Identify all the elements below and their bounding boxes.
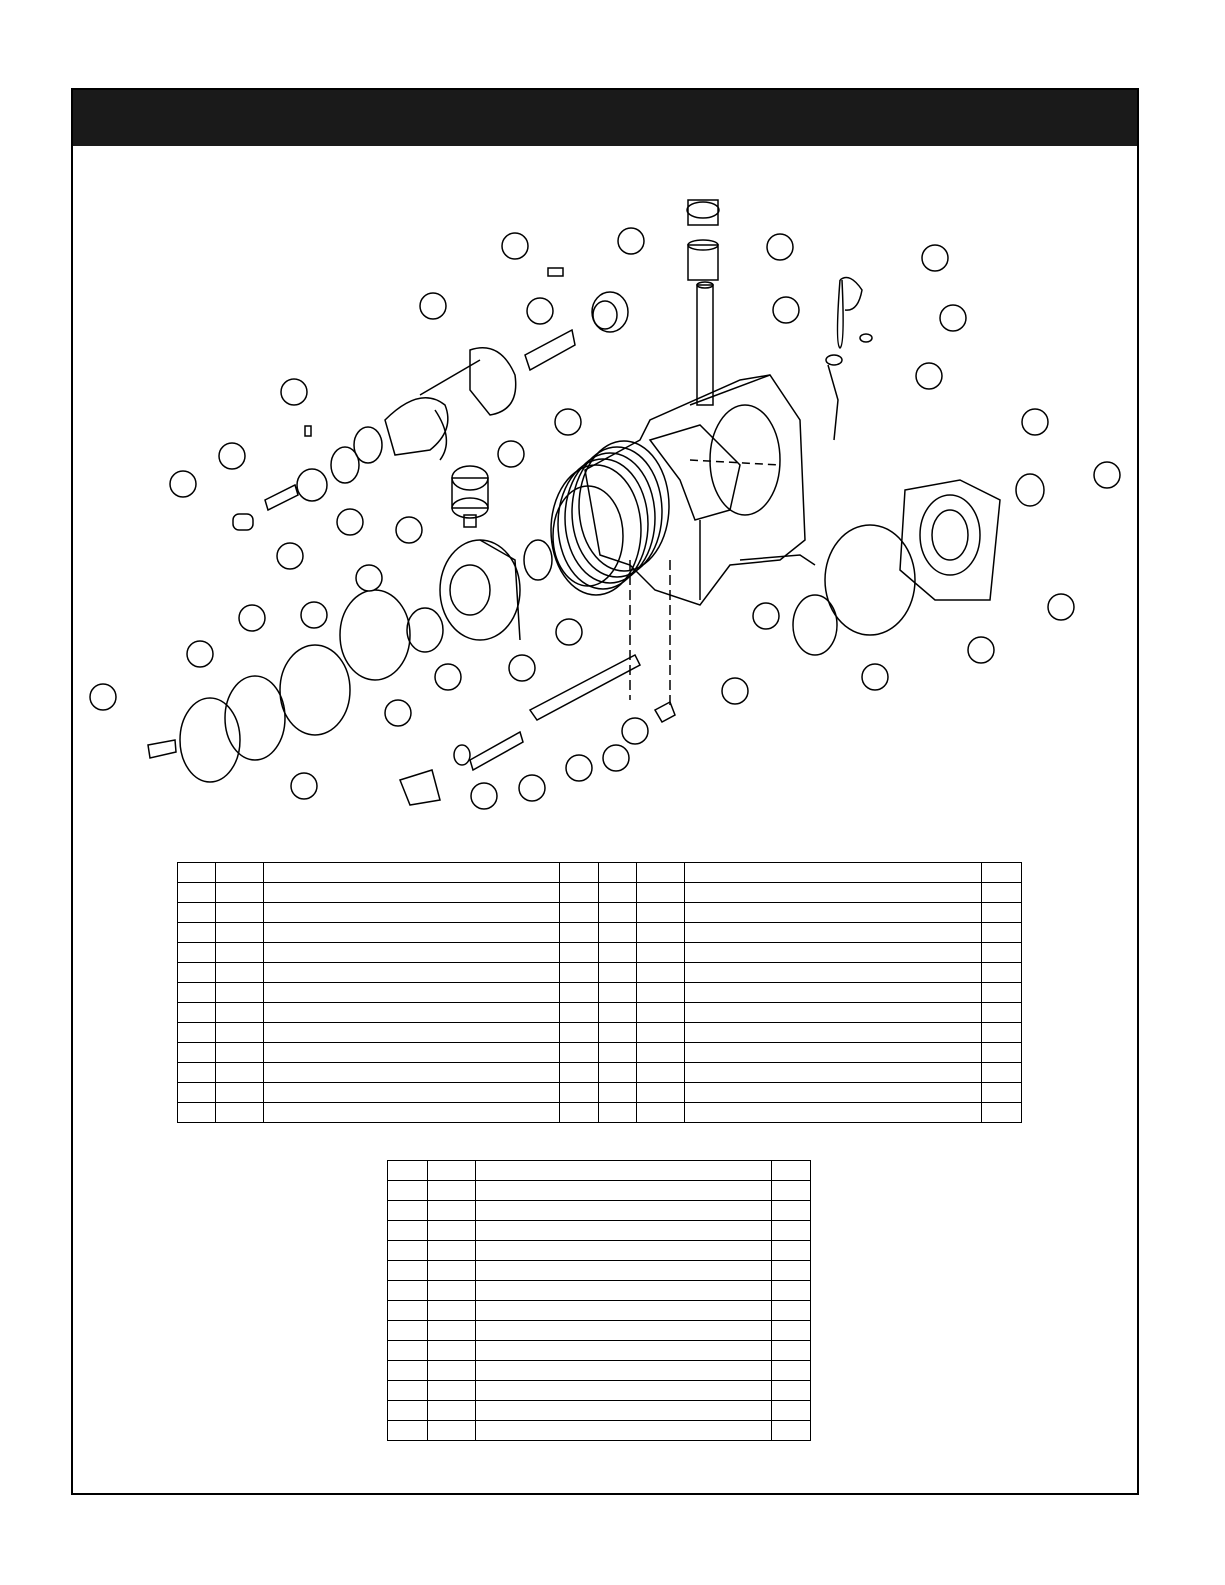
main-table-cell bbox=[599, 1083, 637, 1103]
secondary-table-cell bbox=[475, 1421, 771, 1441]
main-table-cell bbox=[215, 903, 263, 923]
main-table-row bbox=[178, 883, 1022, 903]
secondary-table-cell bbox=[427, 1381, 475, 1401]
main-table-cell bbox=[559, 1023, 599, 1043]
rear-oil-seal bbox=[1016, 474, 1044, 506]
main-table-row bbox=[178, 943, 1022, 963]
bearing-carrier bbox=[825, 525, 915, 635]
secondary-table-cell bbox=[475, 1301, 771, 1321]
secondary-table-row bbox=[388, 1181, 811, 1201]
secondary-table-cell bbox=[475, 1161, 771, 1181]
main-table-cell bbox=[685, 863, 982, 883]
main-table-cell bbox=[559, 883, 599, 903]
parts-table-main bbox=[177, 862, 1022, 1123]
secondary-table-cell bbox=[427, 1221, 475, 1241]
secondary-table-cell bbox=[427, 1241, 475, 1261]
main-table-cell bbox=[981, 903, 1021, 923]
main-table-row bbox=[178, 1083, 1022, 1103]
secondary-table-cell bbox=[427, 1301, 475, 1321]
main-table-row bbox=[178, 923, 1022, 943]
main-table-cell bbox=[685, 1103, 982, 1123]
rear-seal-ring bbox=[793, 595, 837, 655]
main-table-cell bbox=[263, 963, 559, 983]
main-table-cell bbox=[559, 863, 599, 883]
main-table-cell bbox=[981, 1083, 1021, 1103]
main-table-cell bbox=[599, 863, 637, 883]
main-table-cell bbox=[263, 1023, 559, 1043]
main-table-row bbox=[178, 903, 1022, 923]
main-table-cell bbox=[981, 883, 1021, 903]
main-table-cell bbox=[559, 1083, 599, 1103]
main-table-row bbox=[178, 1063, 1022, 1083]
secondary-table-cell bbox=[388, 1201, 428, 1221]
secondary-table-cell bbox=[475, 1321, 771, 1341]
secondary-table-cell bbox=[475, 1341, 771, 1361]
secondary-table-row bbox=[388, 1401, 811, 1421]
seal-ring bbox=[524, 540, 552, 580]
secondary-table-cell bbox=[772, 1341, 811, 1361]
main-table-cell bbox=[215, 1063, 263, 1083]
front-cover bbox=[440, 540, 520, 640]
main-table-cell bbox=[981, 863, 1021, 883]
secondary-table-row bbox=[388, 1321, 811, 1341]
secondary-table-cell bbox=[475, 1241, 771, 1261]
main-table-cell bbox=[215, 1043, 263, 1063]
main-table-cell bbox=[599, 883, 637, 903]
secondary-table-cell bbox=[388, 1301, 428, 1321]
main-table-cell bbox=[178, 983, 216, 1003]
pump-gasket bbox=[225, 676, 285, 760]
pump-rotor bbox=[407, 608, 443, 652]
main-table-cell bbox=[559, 1103, 599, 1123]
secondary-table-cell bbox=[427, 1341, 475, 1361]
secondary-table-cell bbox=[475, 1381, 771, 1401]
main-table-row bbox=[178, 1003, 1022, 1023]
main-table-cell bbox=[215, 883, 263, 903]
main-table-cell bbox=[685, 1083, 982, 1103]
main-table-cell bbox=[599, 963, 637, 983]
secondary-table-cell bbox=[388, 1261, 428, 1281]
main-table-cell bbox=[637, 943, 685, 963]
main-table-cell bbox=[215, 963, 263, 983]
cylinder-rings bbox=[551, 441, 669, 595]
main-table-cell bbox=[178, 943, 216, 963]
secondary-table-cell bbox=[475, 1261, 771, 1281]
secondary-table-cell bbox=[475, 1181, 771, 1201]
main-table-cell bbox=[178, 1103, 216, 1123]
main-table-cell bbox=[559, 1043, 599, 1063]
main-table-cell bbox=[981, 1063, 1021, 1083]
pump-cover bbox=[180, 698, 240, 782]
oil-filter bbox=[452, 466, 488, 527]
secondary-table-cell bbox=[772, 1321, 811, 1341]
main-table-cell bbox=[215, 1023, 263, 1043]
main-table-cell bbox=[637, 1003, 685, 1023]
secondary-table-cell bbox=[388, 1341, 428, 1361]
secondary-table-cell bbox=[388, 1381, 428, 1401]
main-table-row bbox=[178, 983, 1022, 1003]
secondary-table-cell bbox=[772, 1381, 811, 1401]
secondary-table-cell bbox=[772, 1401, 811, 1421]
main-table-cell bbox=[215, 1083, 263, 1103]
suction-pipe bbox=[470, 732, 523, 770]
secondary-table-cell bbox=[388, 1241, 428, 1261]
main-table-cell bbox=[637, 1043, 685, 1063]
main-table-cell bbox=[637, 883, 685, 903]
main-table-cell bbox=[637, 923, 685, 943]
secondary-table-row bbox=[388, 1341, 811, 1361]
main-table-cell bbox=[637, 983, 685, 1003]
pin-part bbox=[305, 426, 311, 436]
secondary-table-cell bbox=[427, 1401, 475, 1421]
o-ring bbox=[454, 745, 470, 765]
main-table-cell bbox=[981, 1043, 1021, 1063]
main-table-cell bbox=[685, 963, 982, 983]
main-table-cell bbox=[559, 983, 599, 1003]
secondary-table-row bbox=[388, 1201, 811, 1221]
secondary-table-cell bbox=[427, 1161, 475, 1181]
main-table-cell bbox=[178, 963, 216, 983]
main-table-cell bbox=[685, 903, 982, 923]
main-table-cell bbox=[559, 923, 599, 943]
secondary-table-cell bbox=[388, 1161, 428, 1181]
secondary-table-cell bbox=[475, 1361, 771, 1381]
main-table-cell bbox=[637, 863, 685, 883]
main-table-cell bbox=[685, 1043, 982, 1063]
main-table-cell bbox=[599, 903, 637, 923]
main-table-cell bbox=[685, 1023, 982, 1043]
main-table-cell bbox=[178, 883, 216, 903]
main-table-cell bbox=[599, 1103, 637, 1123]
callout-bubbles bbox=[90, 228, 1120, 809]
secondary-table-cell bbox=[388, 1361, 428, 1381]
main-table-cell bbox=[685, 1003, 982, 1023]
main-table-cell bbox=[178, 863, 216, 883]
main-table-row bbox=[178, 963, 1022, 983]
secondary-table-cell bbox=[388, 1181, 428, 1201]
secondary-table-row bbox=[388, 1381, 811, 1401]
main-table-cell bbox=[263, 983, 559, 1003]
main-table-cell bbox=[559, 1063, 599, 1083]
secondary-table-cell bbox=[772, 1301, 811, 1321]
secondary-table-cell bbox=[388, 1421, 428, 1441]
main-table-cell bbox=[215, 1003, 263, 1023]
main-table-cell bbox=[981, 963, 1021, 983]
oil-pipe bbox=[530, 655, 640, 720]
secondary-table-row bbox=[388, 1301, 811, 1321]
secondary-table-cell bbox=[772, 1241, 811, 1261]
secondary-table-cell bbox=[427, 1361, 475, 1381]
main-table-cell bbox=[178, 1023, 216, 1043]
main-table-cell bbox=[637, 1103, 685, 1123]
main-table-cell bbox=[215, 923, 263, 943]
main-table-cell bbox=[637, 1063, 685, 1083]
main-table-cell bbox=[981, 1003, 1021, 1023]
secondary-table-row bbox=[388, 1261, 811, 1281]
bolt-part bbox=[148, 740, 176, 758]
parts-table-secondary bbox=[387, 1160, 811, 1441]
main-table-cell bbox=[178, 1003, 216, 1023]
main-table-cell bbox=[981, 923, 1021, 943]
secondary-table-cell bbox=[772, 1201, 811, 1221]
secondary-table-cell bbox=[388, 1401, 428, 1421]
secondary-table-cell bbox=[388, 1221, 428, 1241]
main-table-cell bbox=[685, 983, 982, 1003]
main-table-cell bbox=[981, 1103, 1021, 1123]
drain-plug bbox=[400, 770, 440, 805]
main-table-cell bbox=[263, 1083, 559, 1103]
main-table-cell bbox=[685, 943, 982, 963]
secondary-table-cell bbox=[388, 1321, 428, 1341]
main-table-cell bbox=[637, 1023, 685, 1043]
secondary-table-cell bbox=[772, 1281, 811, 1301]
secondary-table-cell bbox=[772, 1361, 811, 1381]
main-table-cell bbox=[263, 1103, 559, 1123]
main-table-cell bbox=[263, 1063, 559, 1083]
plug-fitting bbox=[655, 702, 675, 722]
main-table-cell bbox=[685, 1063, 982, 1083]
secondary-table-cell bbox=[427, 1261, 475, 1281]
secondary-table-cell bbox=[427, 1181, 475, 1201]
secondary-table-cell bbox=[772, 1161, 811, 1181]
main-table-cell bbox=[215, 943, 263, 963]
key-part bbox=[548, 268, 563, 276]
main-table-cell bbox=[685, 923, 982, 943]
secondary-table-cell bbox=[772, 1221, 811, 1241]
secondary-table-row bbox=[388, 1241, 811, 1261]
main-table-cell bbox=[178, 1063, 216, 1083]
main-table-cell bbox=[599, 943, 637, 963]
main-table-cell bbox=[559, 963, 599, 983]
secondary-table-cell bbox=[475, 1281, 771, 1301]
gasket-plate bbox=[340, 590, 410, 680]
secondary-table-cell bbox=[772, 1261, 811, 1281]
main-table-row bbox=[178, 1023, 1022, 1043]
main-table-row bbox=[178, 1043, 1022, 1063]
secondary-table-cell bbox=[427, 1321, 475, 1341]
main-table-cell bbox=[178, 903, 216, 923]
dipstick bbox=[826, 278, 872, 440]
secondary-table-row bbox=[388, 1281, 811, 1301]
main-table-cell bbox=[215, 983, 263, 1003]
main-table-cell bbox=[599, 1043, 637, 1063]
main-table-cell bbox=[637, 963, 685, 983]
main-table-cell bbox=[215, 1103, 263, 1123]
main-table-cell bbox=[559, 943, 599, 963]
main-table-row bbox=[178, 1103, 1022, 1123]
secondary-table-cell bbox=[475, 1221, 771, 1241]
main-table-cell bbox=[559, 1003, 599, 1023]
main-table-cell bbox=[559, 903, 599, 923]
main-table-cell bbox=[599, 1003, 637, 1023]
secondary-table-row bbox=[388, 1161, 811, 1181]
main-table-cell bbox=[263, 883, 559, 903]
secondary-table-cell bbox=[427, 1281, 475, 1301]
main-table-cell bbox=[599, 983, 637, 1003]
secondary-table-cell bbox=[427, 1201, 475, 1221]
dipstick-tube bbox=[687, 200, 719, 405]
main-table-cell bbox=[599, 923, 637, 943]
main-table-cell bbox=[263, 903, 559, 923]
main-table-cell bbox=[263, 943, 559, 963]
spring-part bbox=[265, 485, 298, 510]
secondary-table-row bbox=[388, 1221, 811, 1241]
pump-plate bbox=[280, 645, 350, 735]
secondary-table-cell bbox=[475, 1401, 771, 1421]
main-table-row bbox=[178, 863, 1022, 883]
main-table-cell bbox=[215, 863, 263, 883]
main-table-cell bbox=[981, 983, 1021, 1003]
main-table-cell bbox=[599, 1063, 637, 1083]
main-table-cell bbox=[263, 1043, 559, 1063]
secondary-table-row bbox=[388, 1421, 811, 1441]
main-table-cell bbox=[637, 903, 685, 923]
secondary-table-cell bbox=[772, 1181, 811, 1201]
main-table-cell bbox=[981, 1023, 1021, 1043]
main-table-cell bbox=[263, 863, 559, 883]
main-table-cell bbox=[685, 883, 982, 903]
main-table-cell bbox=[178, 923, 216, 943]
secondary-table-cell bbox=[772, 1421, 811, 1441]
secondary-table-cell bbox=[388, 1281, 428, 1301]
main-table-cell bbox=[263, 1003, 559, 1023]
secondary-table-cell bbox=[427, 1421, 475, 1441]
main-table-cell bbox=[178, 1083, 216, 1103]
main-table-cell bbox=[981, 943, 1021, 963]
main-table-cell bbox=[178, 1043, 216, 1063]
plug-part bbox=[233, 514, 253, 530]
main-table-cell bbox=[637, 1083, 685, 1103]
secondary-table-row bbox=[388, 1361, 811, 1381]
main-table-cell bbox=[599, 1023, 637, 1043]
main-table-cell bbox=[263, 923, 559, 943]
secondary-table-cell bbox=[475, 1201, 771, 1221]
crankshaft bbox=[354, 330, 575, 463]
